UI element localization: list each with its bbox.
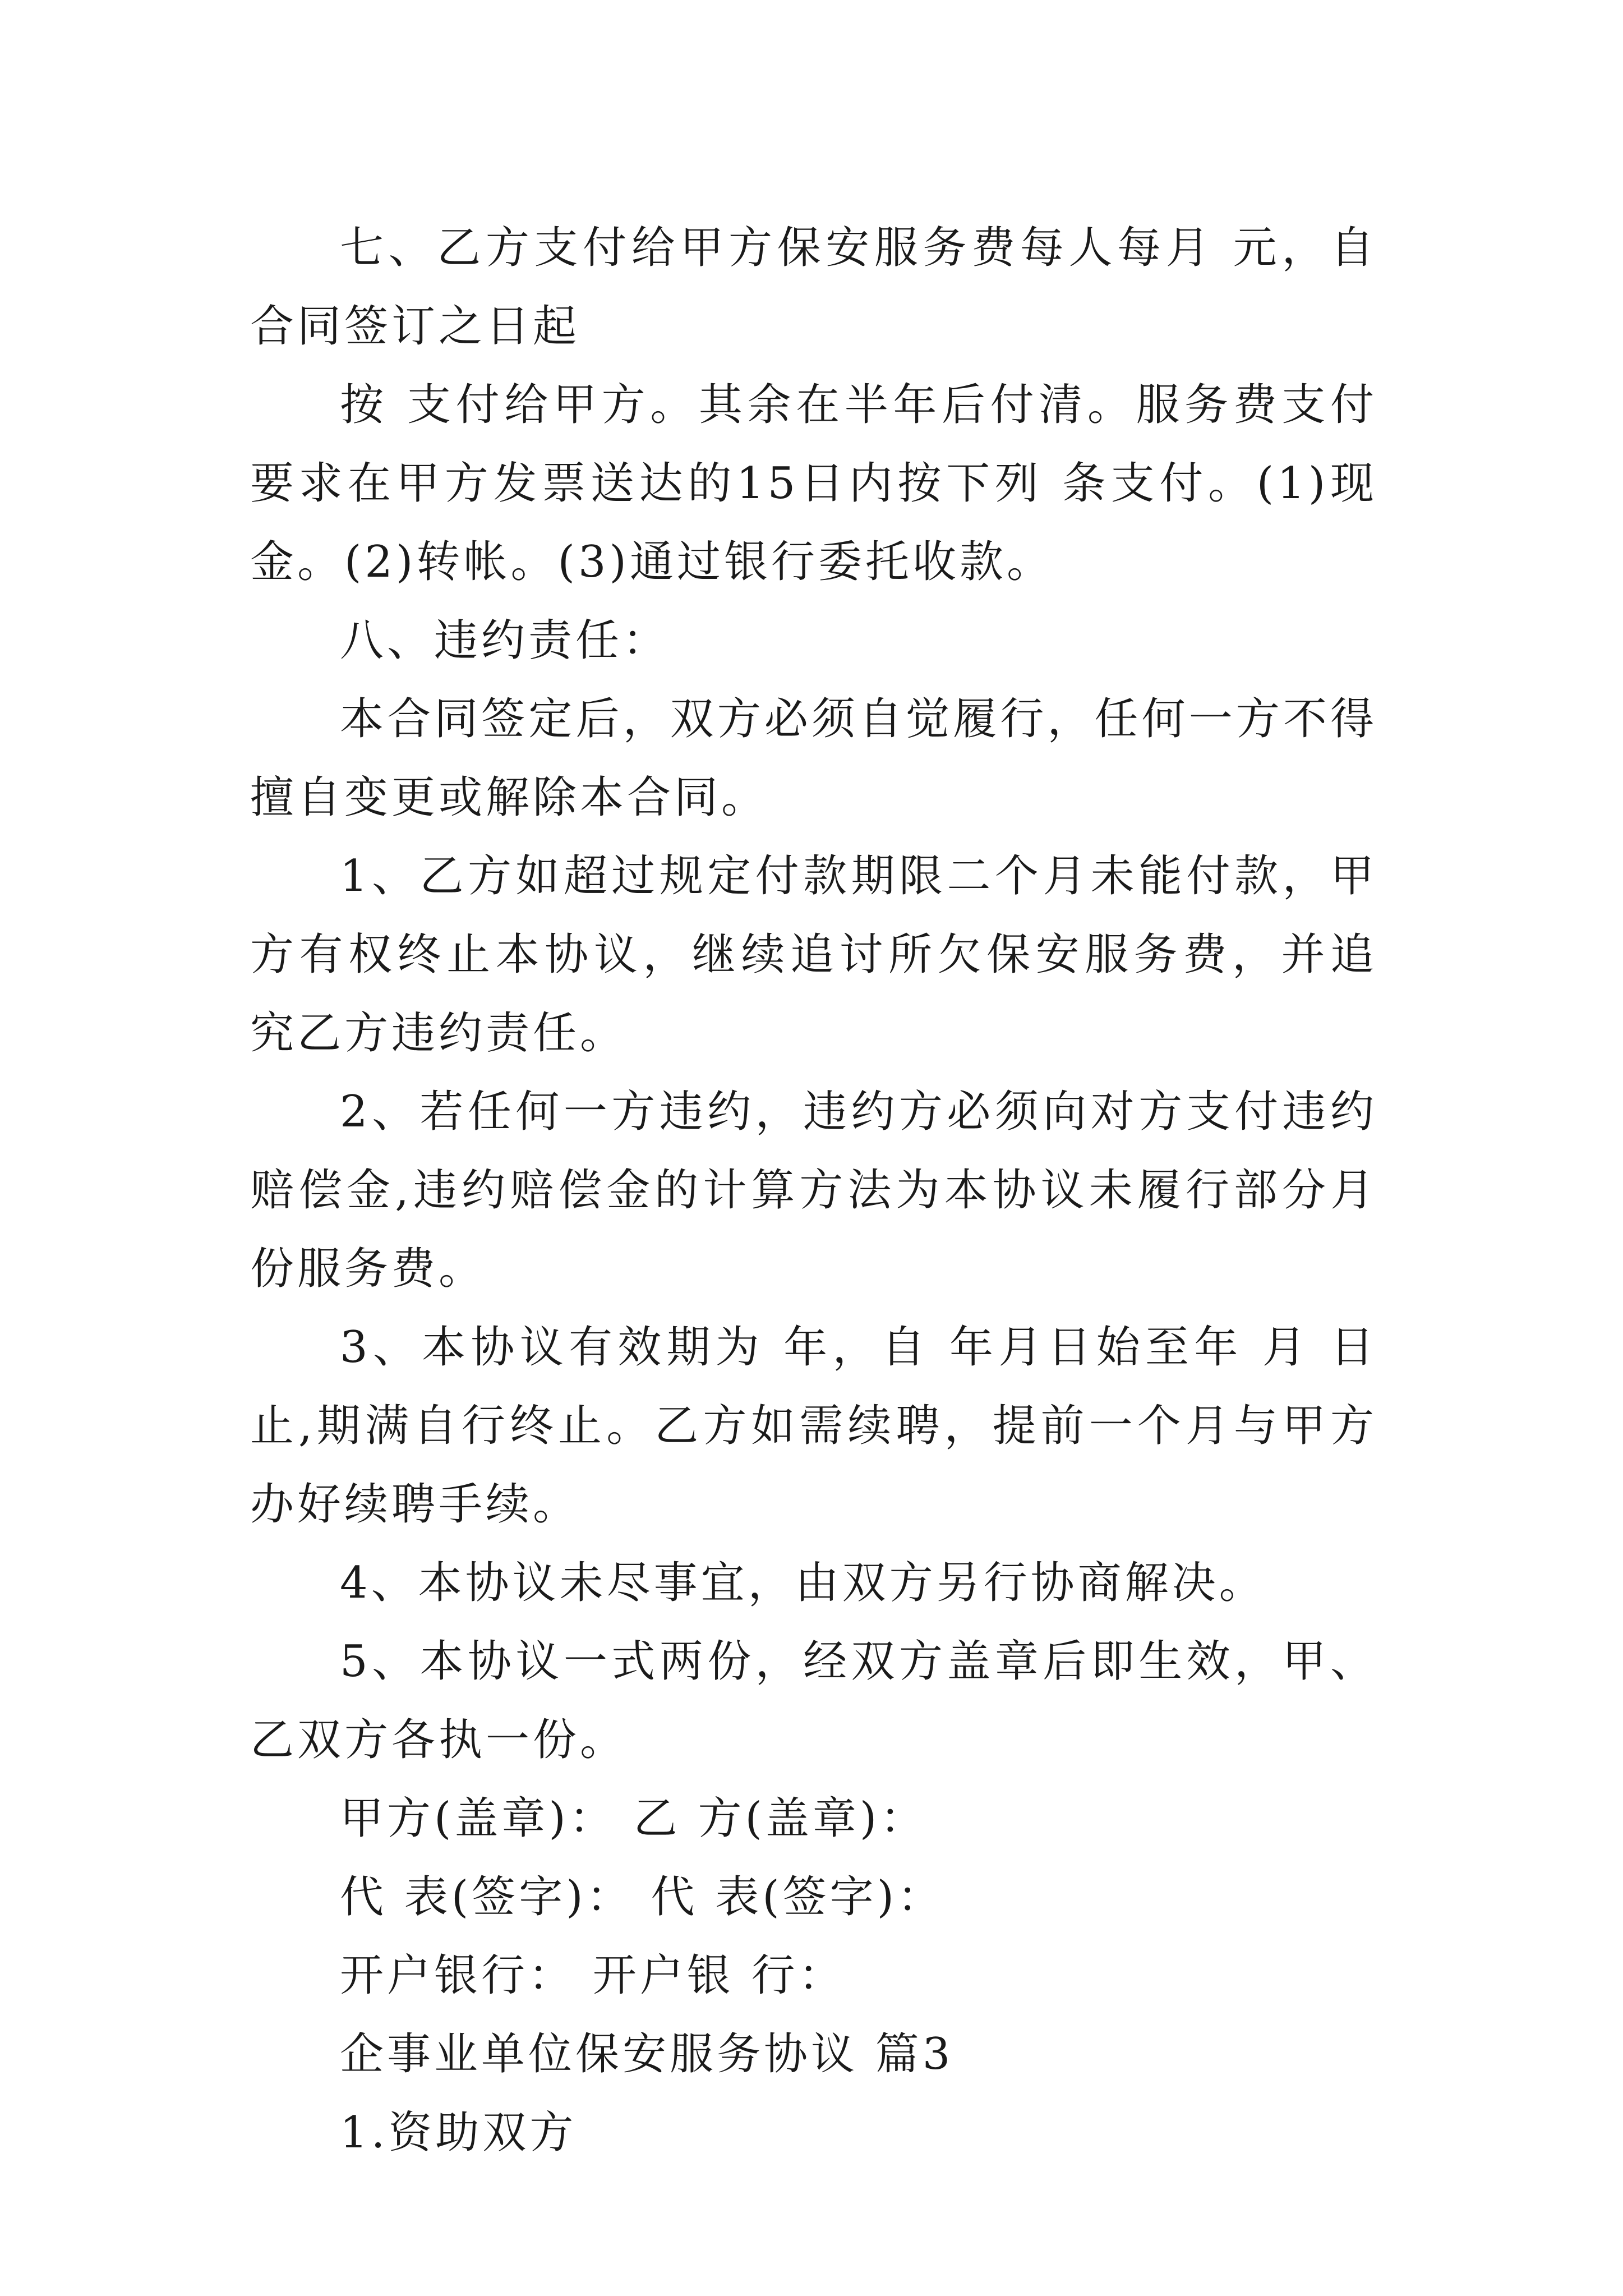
paragraph-payment-methods: 按 支付给甲方。其余在半年后付清。服务费支付要求在甲方发票送达的15日内按下列 条支付。(1)现金。(2)转帐。(3)通过银行委托收款。 (250, 380, 1377, 587)
paragraph-payment-clause: 七、乙方支付给甲方保安服务费每人每月 元，自合同签订之日起 (250, 223, 1377, 352)
paragraph-contract-binding: 本合同签定后，双方必须自觉履行，任何一方不得擅自变更或解除本合同。 (250, 694, 1377, 823)
signature-bank: 开户银行： 开户银 行： (340, 1950, 846, 2001)
section-item-1: 1.资助双方 (340, 2108, 577, 2158)
paragraph-clause-5: 5、本协议一式两份，经双方盖章后即生效，甲、乙双方各执一份。 (250, 1636, 1377, 1765)
document-body (250, 209, 1377, 2172)
paragraph-clause-4: 4、本协议未尽事宜，由双方另行协商解决。 (340, 1558, 1266, 1608)
signature-party-seal: 甲方(盖章)： 乙 方(盖章)： (340, 1793, 928, 1844)
paragraph-clause-1: 1、乙方如超过规定付款期限二个月未能付款，甲方有权终止本协议，继续追讨所欠保安服务费，并追究乙方违约责任。 (250, 851, 1377, 1059)
paragraph-breach-heading: 八、违约责任： (340, 615, 670, 666)
paragraph-clause-2: 2、若任何一方违约，违约方必须向对方支付违约赔偿金,违约赔偿金的计算方法为本协议未履行部分月份服务费。 (250, 1087, 1377, 1294)
section-title: 企事业单位保安服务协议 篇3 (340, 2029, 954, 2079)
paragraph-clause-3: 3、本协议有效期为 年，自 年月日始至年 月 日止,期满自行终止。乙方如需续聘，提前一个月与甲方办好续聘手续。 (250, 1322, 1377, 1530)
signature-representative: 代 表(签字)： 代 表(签字)： (340, 1872, 945, 1922)
